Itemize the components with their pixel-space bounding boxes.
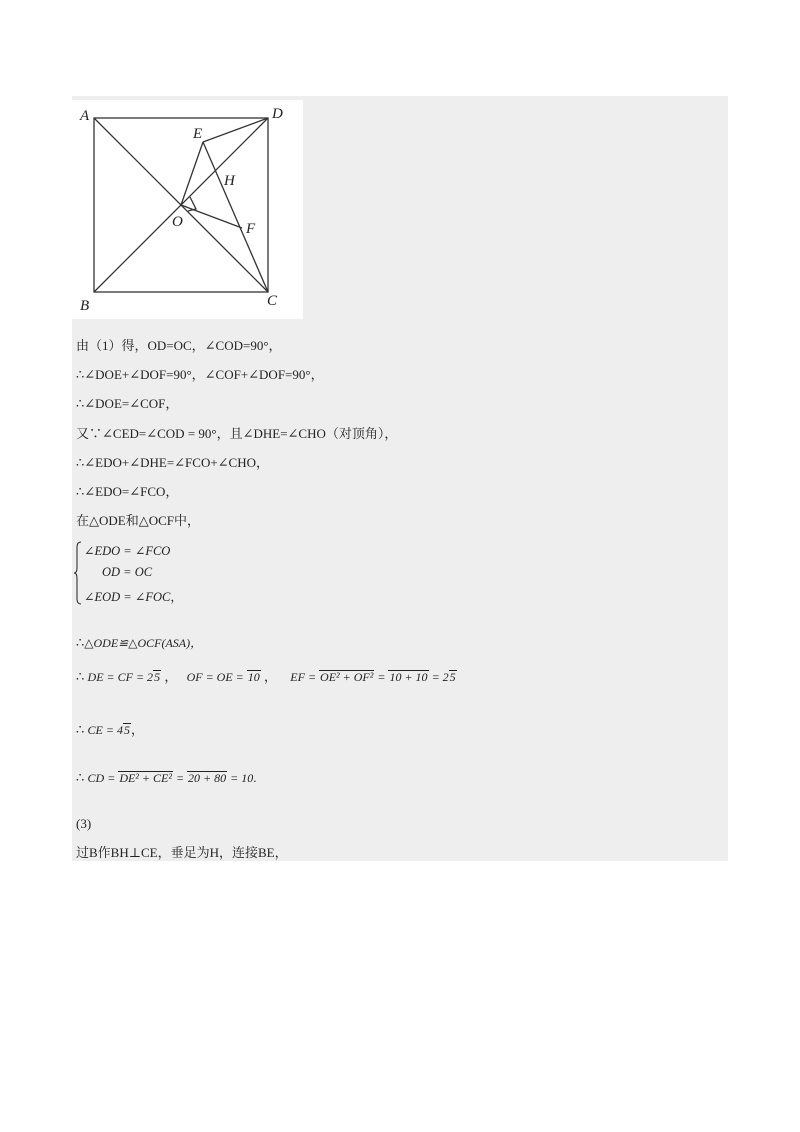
system-brace bbox=[74, 541, 82, 605]
proof-line-6: ∴∠EDO=∠FCO， bbox=[76, 484, 179, 499]
label-f: F bbox=[246, 221, 256, 237]
segment-eo bbox=[181, 142, 203, 205]
proof-line-10: ∴ CE = 45， bbox=[76, 722, 144, 737]
proof-line-11: ∴ CD = DE² + CE² = 20 + 80 = 10. bbox=[76, 770, 257, 785]
label-h: H bbox=[224, 173, 235, 189]
system-line-2: OD = OC bbox=[102, 565, 153, 579]
proof-line-2: ∴∠DOE+∠DOF=90°，∠COF+∠DOF=90°， bbox=[76, 367, 324, 382]
square-diagram bbox=[72, 100, 303, 319]
label-e: E bbox=[193, 126, 203, 142]
label-c: C bbox=[267, 293, 278, 309]
label-a: A bbox=[80, 108, 90, 124]
proof-line-7: 在△ODE和△OCF中， bbox=[76, 513, 201, 528]
proof-line-9: ∴ DE = CF = 25 ， OF = OE = 10 ， EF = OE² + OF² = 10 + 10 = 25 bbox=[76, 669, 456, 684]
segment-ed bbox=[203, 118, 268, 142]
section-3-label: (3) bbox=[76, 816, 92, 831]
proof-line-3: ∴∠DOE=∠COF， bbox=[76, 396, 179, 411]
proof-line-1: 由（1）得，OD=OC，∠COD=90°， bbox=[76, 338, 282, 353]
label-d: D bbox=[272, 106, 283, 122]
system-line-3: ∠EOD = ∠FOC， bbox=[84, 590, 183, 604]
geometry-figure bbox=[72, 100, 303, 319]
proof-line-4: 又∵∠CED=∠COD = 90°，且∠DHE=∠CHO（对顶角）， bbox=[76, 426, 398, 441]
proof-line-8: ∴△ODE≌△OCF(ASA)， bbox=[76, 635, 203, 650]
proof-line-5: ∴∠EDO+∠DHE=∠FCO+∠CHO， bbox=[76, 455, 270, 470]
system-line-1: ∠EDO = ∠FCO bbox=[84, 544, 171, 558]
label-b: B bbox=[80, 298, 90, 314]
proof-line-13: 过B作BH⊥CE，垂足为H，连接BE， bbox=[76, 845, 288, 860]
segment-of bbox=[181, 205, 242, 228]
label-o: O bbox=[172, 214, 183, 230]
